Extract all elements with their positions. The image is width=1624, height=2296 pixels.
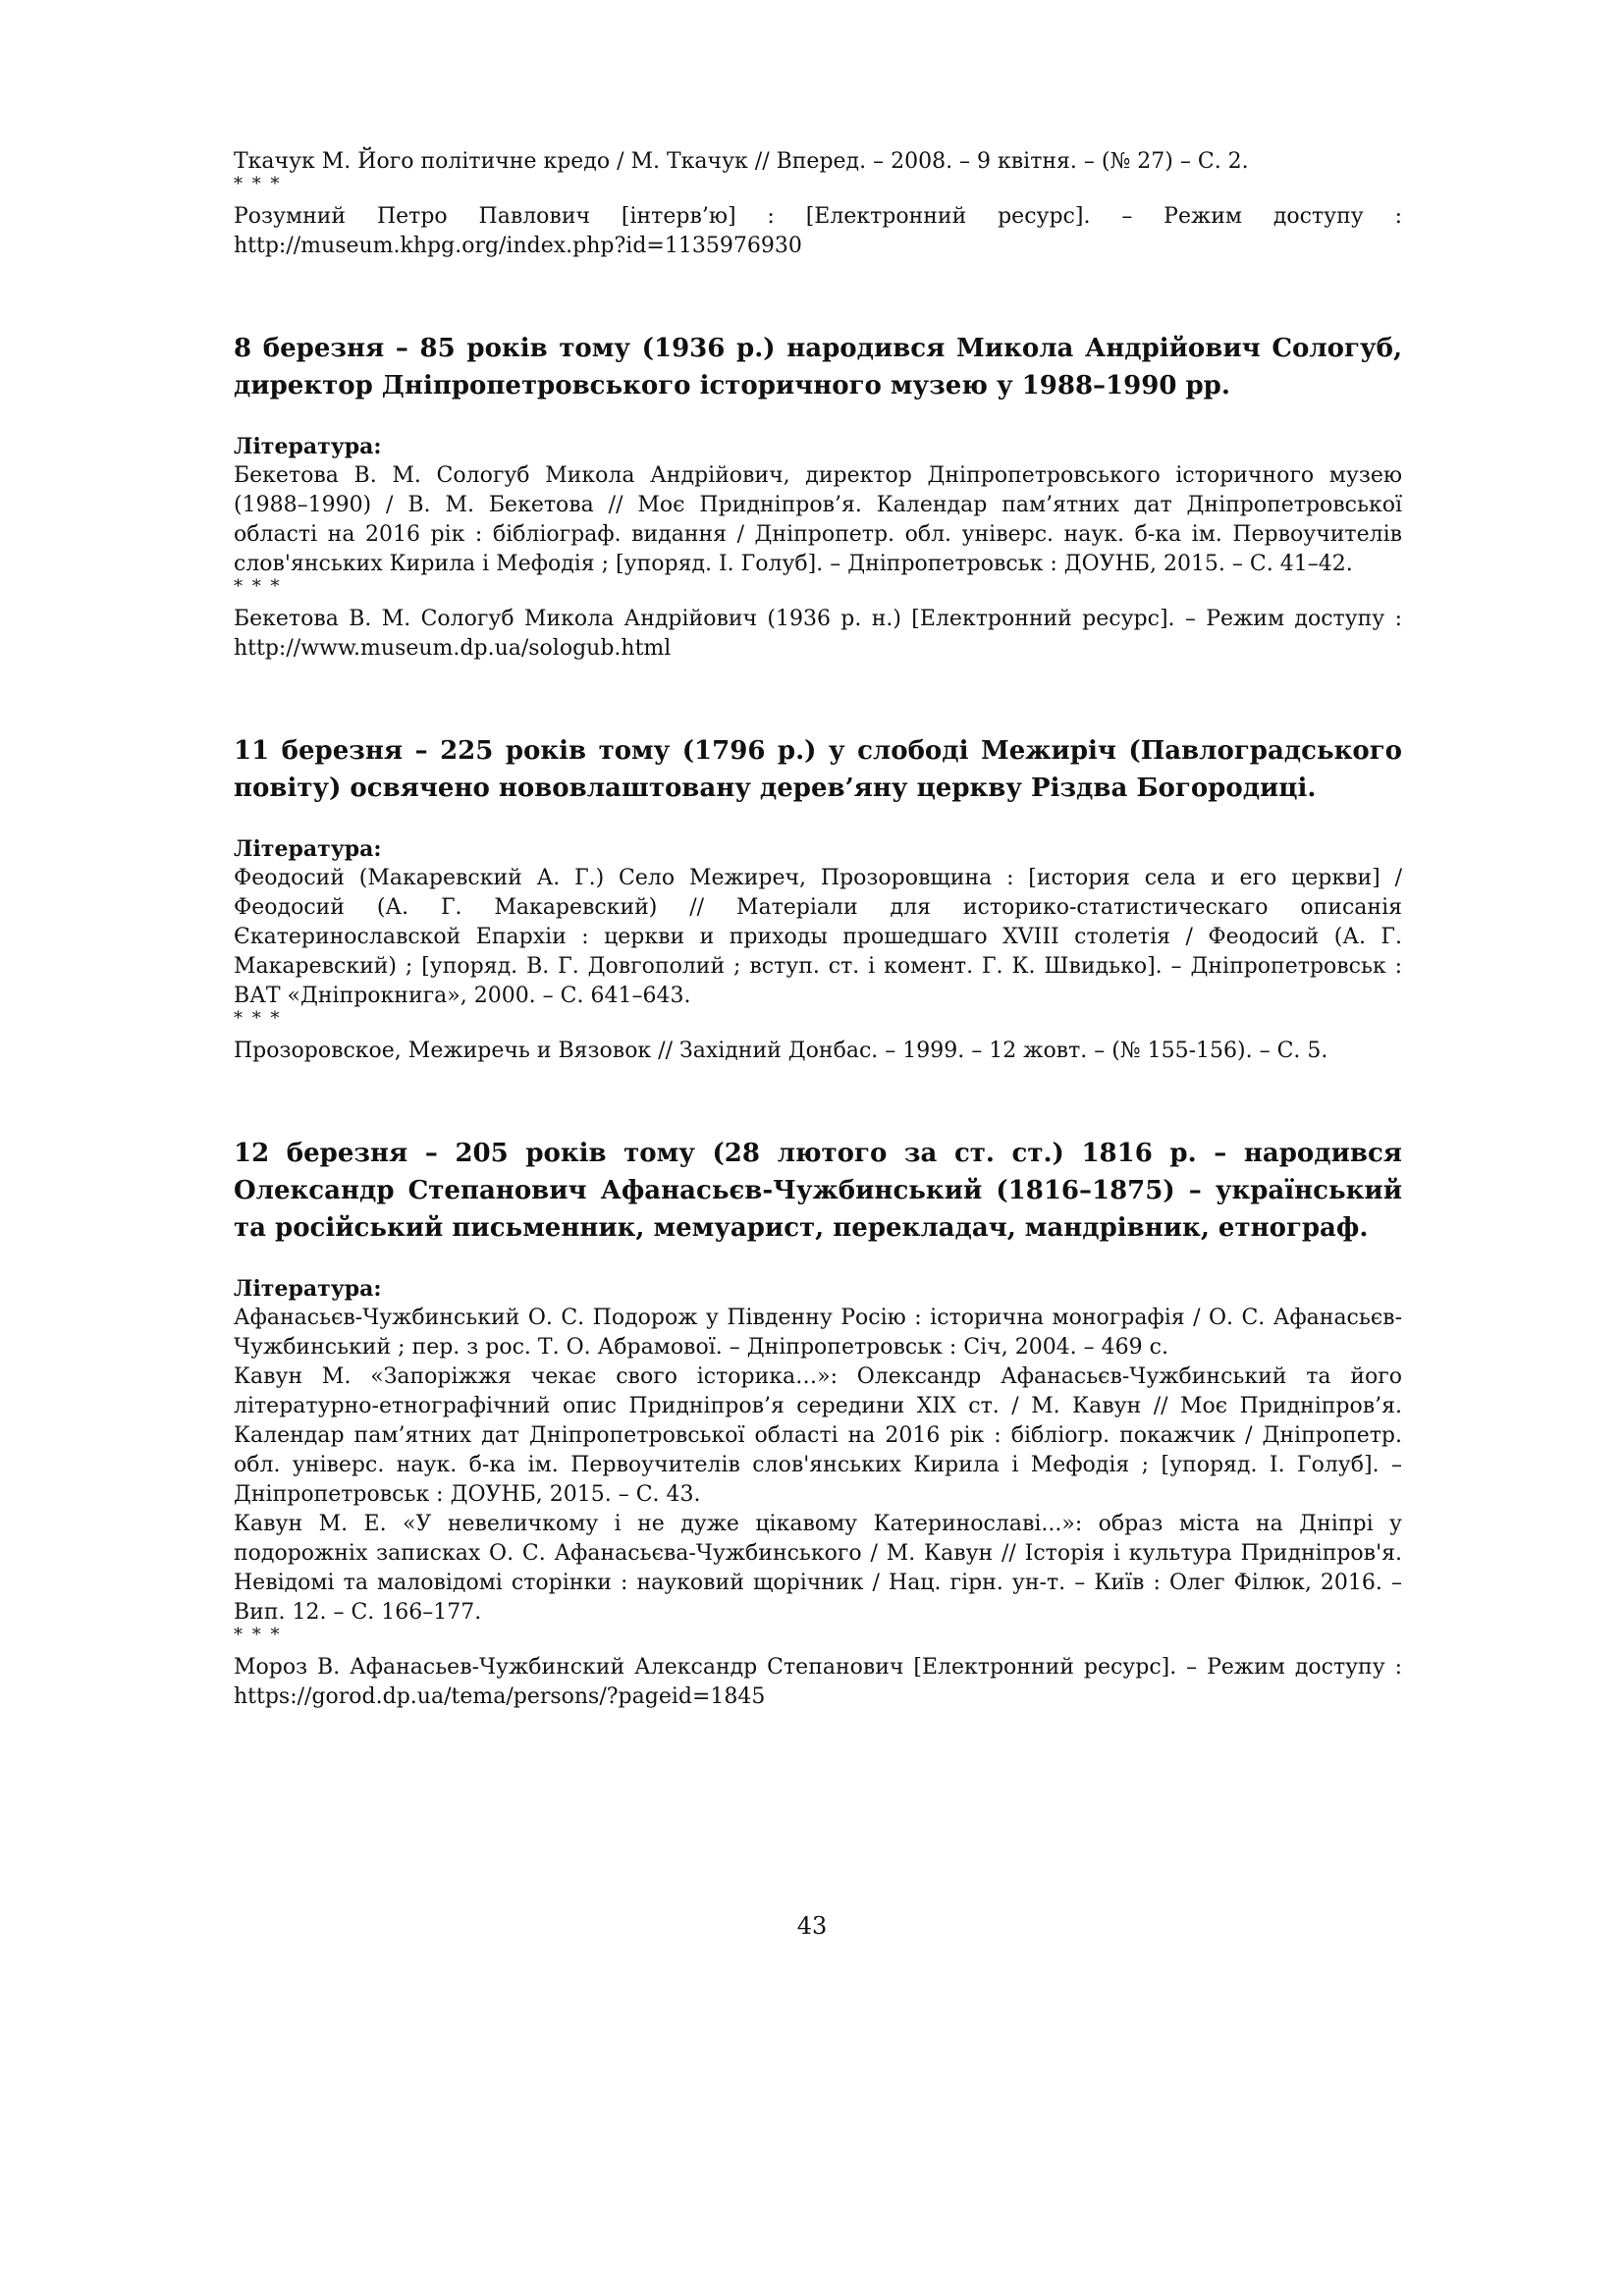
page-number: 43 bbox=[796, 1912, 828, 1940]
section-mezhyrich-church bbox=[234, 732, 1402, 1066]
literature-entry: Мороз В. Афанасьев-Чужбинский Александр Степанович [Електронний ресурс]. – Режим доступу : https://gorod.dp.ua/tema/persons/?pageid=1845 bbox=[234, 1655, 1402, 1709]
literature-label: Література: bbox=[234, 836, 382, 862]
section-heading: 12 березня – 205 років тому (28 лютого за ст. ст.) 1816 р. – народився Олександр Степанович Афанасьєв-Чужбинський (1816–1875) – український та російський письменник, мемуарист, перекладач, мандрівник, етнограф. bbox=[234, 1139, 1402, 1243]
section-sologub bbox=[234, 330, 1402, 664]
literature-entry: Кавун М. «Запоріжжя чекає свого історика…»: Олександр Афанасьєв-Чужбинський та його літературно-етнографічний опис Придніпров’я середини XIX ст. / М. Кавун // Моє Придніпров’я. Календар пам’ятних дат Дніпропетровської області на 2016 рік : бібліогр. покажчик / Дніпропетр. обл. універс. наук. б-ка ім. Первоучителів слов'янських Кирила і Мефодія ; [упоряд. І. Голуб]. – Дніпропетровськ : ДОУНБ, 2015. – С. 43. bbox=[234, 1364, 1402, 1507]
literature-entry: Афанасьєв-Чужбинський О. С. Подорож у Південну Росію : історична монографія / О. С. Афанасьєв-Чужбинський ; пер. з рос. Т. О. Абрамової. – Дніпропетровськ : Січ, 2004. – 469 с. bbox=[234, 1306, 1402, 1360]
literature-label: Література: bbox=[234, 434, 382, 459]
top-block bbox=[234, 147, 1402, 261]
entry-separator: * * * bbox=[234, 576, 282, 597]
entry-separator: * * * bbox=[234, 1625, 282, 1645]
entry-separator: * * * bbox=[234, 1008, 282, 1029]
literature-entry: Кавун М. Е. «У невеличкому і не дуже цікавому Катеринославі...»: образ міста на Дніпрі у подорожніх записках О. С. Афанасьєва-Чужбинського / М. Кавун // Історія і культура Придніпров'я. Невідомі та маловідомі сторінки : науковий щорічник / Нац. гірн. ун-т. – Київ : Олег Філюк, 2016. – Вип. 12. – С. 166–177. bbox=[234, 1512, 1402, 1625]
literature-entry: Ткачук М. Його політичне кредо / М. Ткачук // Вперед. – 2008. – 9 квітня. – (№ 27) – С. 2. bbox=[234, 149, 1249, 174]
literature-entry: Бекетова В. М. Сологуб Микола Андрійович (1936 р. н.) [Електронний ресурс]. – Режим доступу : http://www.museum.dp.ua/sologub.html bbox=[234, 607, 1402, 661]
section-heading: 8 березня – 85 років тому (1936 р.) народився Микола Андрійович Сологуб, директор Дніпропетровського історичного музею у 1988–1990 рр. bbox=[234, 334, 1402, 400]
literature-entry: Розумний Петро Павлович [інтерв’ю] : [Електронний ресурс]. – Режим доступу : http://museum.khpg.org/index.php?id=1135976930 bbox=[234, 204, 1402, 258]
literature-label: Література: bbox=[234, 1276, 382, 1302]
entry-separator: * * * bbox=[234, 174, 282, 194]
document-page bbox=[234, 147, 1402, 1712]
literature-entry: Прозоровское, Межиречь и Вязовок // Західний Донбас. – 1999. – 12 жовт. – (№ 155-156). – С. 5. bbox=[234, 1039, 1328, 1063]
literature-entry: Феодосий (Макаревский А. Г.) Село Межиреч, Прозоровщина : [история села и его церкви] / Феодосий (А. Г. Макаревский) // Матеріали для историко-статистическаго описанія Єкатеринославской Епархіи : церкви и приходы прошедшаго XVIII столетія / Феодосий (А. Г. Макаревский) ; [упоряд. В. Г. Довгополий ; вступ. ст. і комент. Г. К. Швидько]. – Дніпропетровськ : ВАТ «Дніпрокнига», 2000. – С. 641–643. bbox=[234, 866, 1402, 1008]
section-heading: 11 березня – 225 років тому (1796 р.) у слободі Межиріч (Павлоградського повіту) освячено нововлаштовану дерев’яну церкву Різдва Богородиці. bbox=[234, 736, 1402, 803]
literature-entry: Бекетова В. М. Сологуб Микола Андрійович, директор Дніпропетровського історичного музею (1988–1990) / В. М. Бекетова // Моє Придніпров’я. Календар пам’ятних дат Дніпропетровської області на 2016 рік : бібліограф. видання / Дніпропетр. обл. універс. наук. б-ка ім. Первоучителів слов'янських Кирила і Мефодія ; [упоряд. І. Голуб]. – Дніпропетровськ : ДОУНБ, 2015. – С. 41–42. bbox=[234, 463, 1402, 576]
section-afanasiev-chuzhbynskyi bbox=[234, 1135, 1402, 1712]
